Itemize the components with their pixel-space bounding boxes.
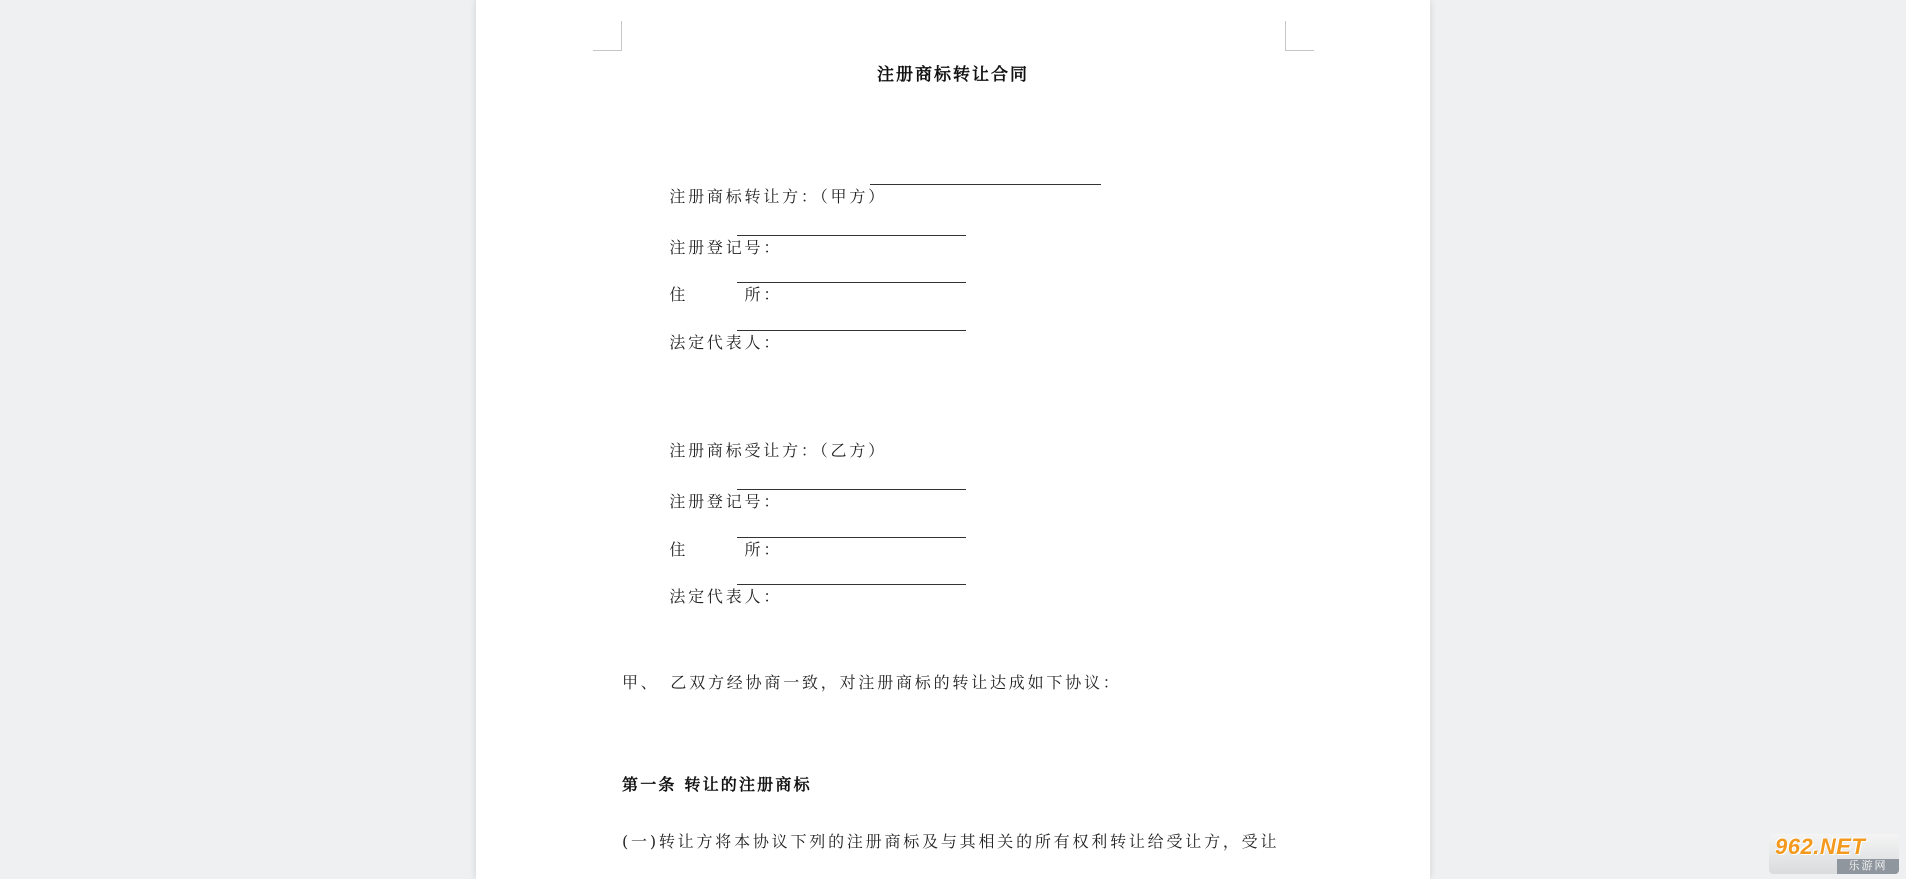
transferor-representative-blank [737,330,966,331]
agreement-intro: 甲、 乙双方经协商一致，对注册商标的转让达成如下协议： [622,673,1122,692]
page-corner-mark-top-right [1285,21,1314,51]
document-title: 注册商标转让合同 [877,65,1029,85]
transferee-registration-blank [737,489,966,490]
transferor-registration-label: 注册登记号： [669,238,783,257]
transferee-representative-label: 法定代表人： [669,587,783,606]
watermark-brand: 962.NET [1775,834,1866,859]
transferee-address-blank [737,537,966,538]
transferor-field-row [622,262,783,304]
transferor-registration-blank [737,235,966,236]
transferor-heading-row [622,164,887,206]
transferor-name-blank [870,184,1101,185]
article-1-title: 第一条 转让的注册商标 [622,775,812,794]
transferee-representative-blank [737,584,966,585]
transferor-address-label: 住 所： [669,285,783,304]
transferee-address-label: 住 所： [669,540,783,559]
transferor-representative-label: 法定代表人： [669,333,783,352]
site-watermark-logo [1769,834,1899,874]
article-1-paragraph: (一)转让方将本协议下列的注册商标及与其相关的所有权利转让给受让方，受让 [622,832,1280,851]
watermark-subtitle: 乐游网 [1837,859,1899,874]
transferee-registration-label: 注册登记号： [669,492,783,511]
transferee-heading: 注册商标受让方：（乙方） [669,441,887,460]
document-page [476,0,1430,879]
transferee-field-row [622,517,783,559]
transferee-heading-row [622,418,887,460]
transferor-heading: 注册商标转让方：（甲方） [669,187,887,206]
transferee-field-row [622,469,783,511]
transferor-field-row [622,215,783,257]
transferor-field-row [622,310,783,352]
transferor-address-blank [737,282,966,283]
transferee-field-row [622,564,783,606]
page-corner-mark-top-left [593,21,622,51]
